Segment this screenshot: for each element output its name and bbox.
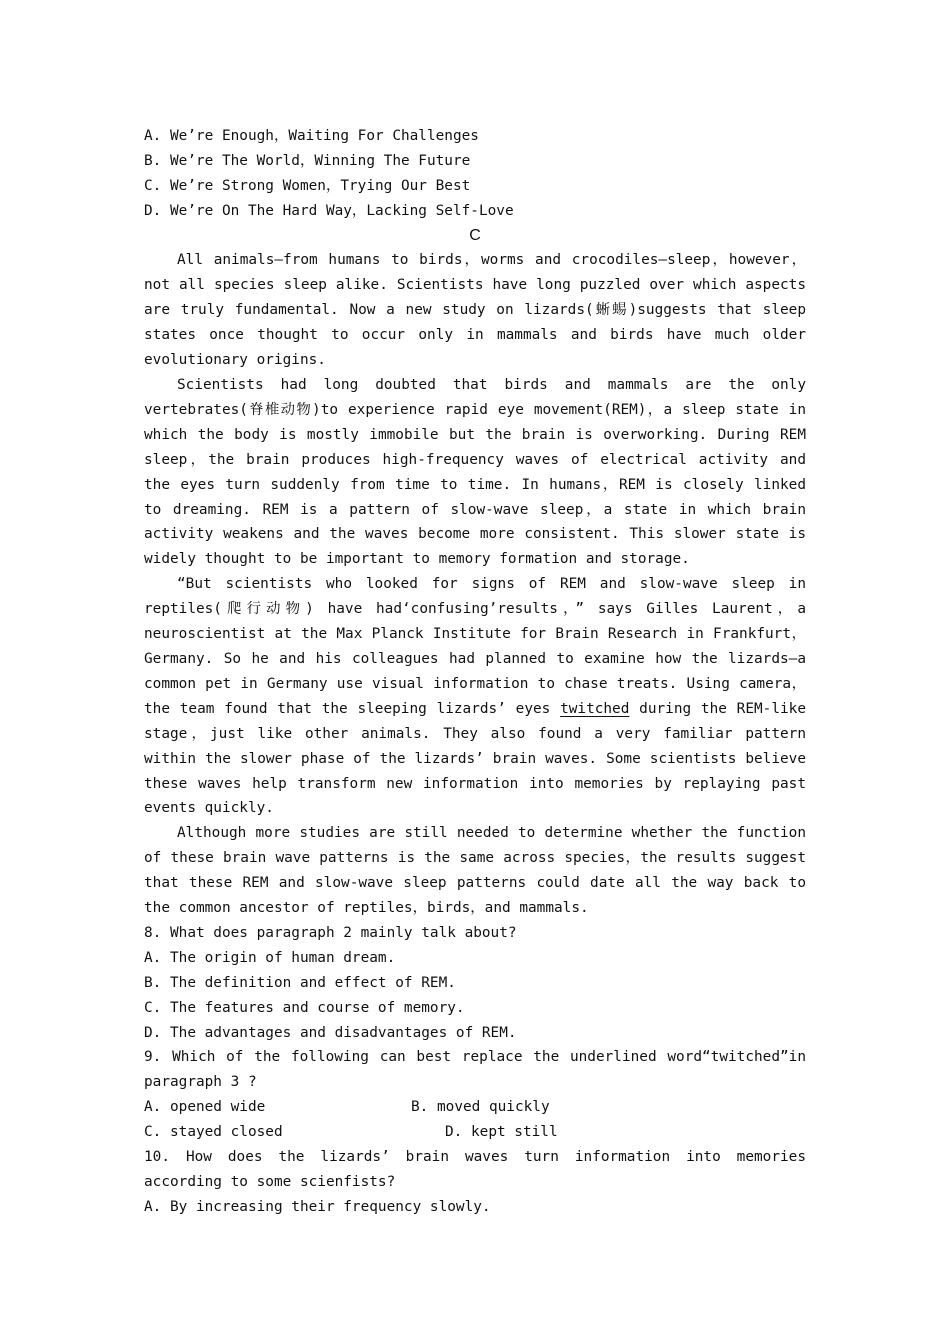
prev-option-d: D. We’re On The Hard Way，Lacking Self-Love <box>144 202 514 219</box>
question-8-option-a: A. The origin of human dream. <box>144 949 396 966</box>
question-9-option-d: D. kept still <box>445 1124 558 1141</box>
question-8-option-b: B. The definition and effect of REM. <box>144 974 456 991</box>
passage-paragraph-4: Although more studies are still needed to determine whether the function of these brain wave patterns is the same across species，the results suggest that these REM and slow-wave sleep patterns could date all the way back to the common ancestor of reptiles，birds，and mammals. <box>144 825 806 917</box>
underlined-word: twitched <box>560 700 630 717</box>
section-heading: C <box>469 226 481 244</box>
prev-option-a: A. We’re Enough，Waiting For Challenges <box>144 128 479 144</box>
document-page <box>144 124 806 1220</box>
paragraph-3-text-before: “But scientists who looked for signs of REM and slow-wave sleep in reptiles(爬行动物) have had‘confusing’results，” says Gilles Laurent，a neuroscientist at the Max Planck Institute for Brain Research in Frankfurt，Germany. So he and his colleagues had planned to examine how the lizards—a common pet in Germany use visual information to chase treats. Using camera，the team found that the sleeping lizards’ eyes <box>144 576 806 717</box>
prev-option-c: C. We’re Strong Women，Trying Our Best <box>144 177 471 194</box>
question-9-options-row-1 <box>144 1095 806 1120</box>
passage-paragraph-1: All animals—from humans to birds，worms and crocodiles—sleep，however，not all species sleep alike. Scientists have long puzzled over which aspects are truly fundamental. Now a new study on lizards(蜥蜴)suggests that sleep states once thought to occur only in mammals and birds have much older evolutionary origins. <box>144 252 806 369</box>
question-8-stem: 8. What does paragraph 2 mainly talk about? <box>144 924 517 941</box>
prev-option-b: B. We’re The World，Winning The Future <box>144 152 471 169</box>
question-9-stem: 9. Which of the following can best replace the underlined word“twitched”in paragraph 3 ? <box>144 1049 806 1091</box>
question-8-option-d: D. The advantages and disadvantages of REM. <box>144 1024 517 1041</box>
question-9-option-a: A. opened wide <box>144 1099 266 1116</box>
question-9-options-row-2 <box>144 1120 806 1145</box>
passage-paragraph-2: Scientists had long doubted that birds and mammals are the only vertebrates(脊椎动物)to experience rapid eye movement(REM)，a sleep state in which the body is mostly immobile but the brain is overworking. During REM sleep，the brain produces high-frequency waves of electrical activity and the eyes turn suddenly from time to time. In humans，REM is closely linked to dreaming. REM is a pattern of slow-wave sleep，a state in which brain activity weakens and the waves become more consistent. This slower state is widely thought to be important to memory formation and storage. <box>144 377 806 568</box>
question-9-option-b: B. moved quickly <box>411 1099 550 1116</box>
question-10-stem: 10. How does the lizards’ brain waves turn information into memories according to some scienfists? <box>144 1149 806 1190</box>
question-10-option-a: A. By increasing their frequency slowly. <box>144 1198 491 1215</box>
question-8-option-c: C. The features and course of memory. <box>144 999 465 1016</box>
paragraph-3-text-after: during the REM-like stage，just like other animals. They also found a very familiar pattern within the slower phase of the lizards’ brain waves. Some scientists believe these waves help transform new information into memories by replaying past events quickly. <box>144 700 806 817</box>
question-9-option-c: C. stayed closed <box>144 1124 283 1141</box>
passage-paragraph-3 <box>144 572 806 821</box>
